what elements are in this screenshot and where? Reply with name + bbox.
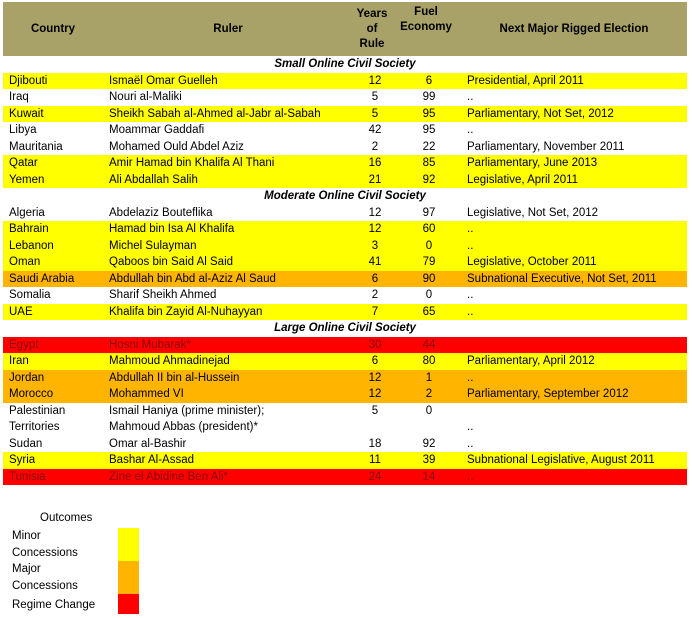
ruler-cell: Sharif Sheikh Ahmed [103, 287, 353, 304]
fuel-cell: 1 [391, 370, 461, 387]
fuel-cell: 14 [391, 469, 461, 486]
table-row [3, 139, 687, 156]
table-row [3, 122, 687, 139]
election-cell: Legislative, October 2011 [461, 254, 687, 271]
country-cell: Syria [3, 452, 103, 469]
table-row [3, 155, 687, 172]
election-value: .. [467, 421, 474, 433]
election-cell: .. [461, 304, 687, 321]
years-cell: 30 [353, 337, 391, 354]
country-cell: Algeria [3, 205, 103, 222]
years-cell: 41 [353, 254, 391, 271]
years-cell: 7 [353, 304, 391, 321]
election-cell [461, 337, 687, 354]
ruler-cell: Hamad bin Isa Al Khalifa [103, 221, 353, 238]
fuel-cell: 6 [391, 73, 461, 90]
ruler-cell: Abdullah II bin al-Hussein [103, 370, 353, 387]
country-cell: Lebanon [3, 238, 103, 255]
country-cell: Iraq [3, 89, 103, 106]
table-row [3, 304, 687, 321]
header-fuel-line1: Fuel [414, 6, 438, 18]
table-row [3, 436, 687, 453]
country-cell: Morocco [3, 386, 103, 403]
country-cell: Yemen [3, 172, 103, 189]
country-cell: Djibouti [3, 73, 103, 90]
header-next-election: Next Major Rigged Election [461, 2, 687, 56]
fuel-cell: 79 [391, 254, 461, 271]
election-cell: Parliamentary, Not Set, 2012 [461, 106, 687, 123]
table-row [3, 386, 687, 403]
ruler-line2: Mahmoud Abbas (president)* [109, 421, 258, 433]
ruler-line1: Ismail Haniya (prime minister); [109, 404, 265, 417]
header-fuel [391, 2, 461, 56]
election-cell: .. [461, 287, 687, 304]
ruler-cell: Khalifa bin Zayid Al-Nuhayyan [103, 304, 353, 321]
legend-title: Outcomes [40, 512, 93, 524]
header-years-line2: of [366, 22, 378, 35]
years-cell: 6 [353, 271, 391, 288]
legend-label-major-line2: Concessions [12, 579, 78, 592]
country-cell: Mauritania [3, 139, 103, 156]
legend-label-minor [12, 528, 78, 561]
header-row [3, 2, 687, 56]
header-years [353, 2, 391, 56]
country-line2: Territories [9, 421, 60, 433]
country-cell: UAE [3, 304, 103, 321]
table-row [3, 337, 687, 354]
legend-label-major-line1: Major [12, 563, 41, 575]
ruler-cell: Qaboos bin Said Al Said [103, 254, 353, 271]
years-cell: 42 [353, 122, 391, 139]
fuel-cell: 80 [391, 353, 461, 370]
fuel-cell: 60 [391, 221, 461, 238]
header-fuel-line2: Economy [400, 21, 452, 33]
fuel-cell: 99 [391, 89, 461, 106]
table-row [3, 238, 687, 255]
country-cell: Sudan [3, 436, 103, 453]
section-title: Large Online Civil Society [274, 322, 416, 335]
years-cell: 16 [353, 155, 391, 172]
election-cell: .. [461, 436, 687, 453]
ruler-cell: Bashar Al-Assad [103, 452, 353, 469]
fuel-cell: 85 [391, 155, 461, 172]
years-cell: 18 [353, 436, 391, 453]
ruler-cell: Abdullah bin Abd al-Aziz Al Saud [103, 271, 353, 288]
years-cell: 11 [353, 452, 391, 469]
election-cell: Legislative, Not Set, 2012 [461, 205, 687, 222]
election-cell: Parliamentary, June 2013 [461, 155, 687, 172]
years-cell: 12 [353, 370, 391, 387]
country-cell: Iran [3, 353, 103, 370]
fuel-cell: 65 [391, 304, 461, 321]
legend-swatch-minor [118, 528, 139, 561]
election-cell: Parliamentary, September 2012 [461, 386, 687, 403]
table-row [3, 287, 687, 304]
country-cell: Oman [3, 254, 103, 271]
election-cell: .. [461, 122, 687, 139]
fuel-cell: 95 [391, 122, 461, 139]
election-cell: .. [461, 370, 687, 387]
fuel-cell: 22 [391, 139, 461, 156]
section-row [3, 320, 687, 337]
table-row [3, 370, 687, 387]
country-cell: Saudi Arabia [3, 271, 103, 288]
years-cell: 2 [353, 139, 391, 156]
years-cell: 6 [353, 353, 391, 370]
header-years-line1: Years [356, 7, 388, 20]
legend-label-regime [12, 597, 95, 614]
table-row [3, 403, 687, 436]
years-cell: 5 [353, 106, 391, 123]
legend [0, 508, 160, 618]
election-cell: Parliamentary, April 2012 [461, 353, 687, 370]
header-country: Country [3, 2, 103, 56]
table-row [3, 254, 687, 271]
table-row [3, 205, 687, 222]
ruler-cell: Ismaël Omar Guelleh [103, 73, 353, 90]
fuel-cell: 90 [391, 271, 461, 288]
country-line1: Palestinian [9, 404, 66, 417]
fuel-cell: 2 [391, 386, 461, 403]
country-cell: Tunisia [3, 469, 103, 486]
fuel-cell: 92 [391, 172, 461, 189]
ruler-cell: Abdelaziz Bouteflika [103, 205, 353, 222]
election-cell: .. [461, 221, 687, 238]
ruler-cell [103, 403, 353, 436]
ruler-cell: Michel Sulayman [103, 238, 353, 255]
ruler-cell: Mahmoud Ahmadinejad [103, 353, 353, 370]
section-title: Small Online Civil Society [274, 58, 416, 71]
election-cell: .. [461, 469, 687, 486]
election-cell: .. [461, 89, 687, 106]
ruler-cell: Hosni Mubarak* [103, 337, 353, 354]
ruler-cell: Moammar Gaddafi [103, 122, 353, 139]
years-cell: 24 [353, 469, 391, 486]
years-cell: 3 [353, 238, 391, 255]
table-body [3, 56, 687, 485]
years-cell: 12 [353, 386, 391, 403]
header-ruler: Ruler [103, 2, 353, 56]
years-cell: 5 [353, 403, 391, 436]
header-years-line3: Rule [359, 37, 385, 50]
years-cell: 12 [353, 205, 391, 222]
election-cell: .. [461, 238, 687, 255]
table-row [3, 172, 687, 189]
years-cell: 2 [353, 287, 391, 304]
legend-label-regime-line1: Regime Change [12, 599, 96, 611]
country-cell: Libya [3, 122, 103, 139]
country-cell: Somalia [3, 287, 103, 304]
election-cell: Legislative, April 2011 [461, 172, 687, 189]
table-row [3, 452, 687, 469]
fuel-cell: 95 [391, 106, 461, 123]
country-cell: Bahrain [3, 221, 103, 238]
table-row [3, 106, 687, 123]
table-row [3, 353, 687, 370]
fuel-cell: 92 [391, 436, 461, 453]
years-cell: 5 [353, 89, 391, 106]
legend-label-minor-line1: Minor [12, 530, 41, 542]
fuel-cell: 39 [391, 452, 461, 469]
country-cell: Jordan [3, 370, 103, 387]
ruler-cell: Amir Hamad bin Khalifa Al Thani [103, 155, 353, 172]
ruler-cell: Mohamed Ould Abdel Aziz [103, 139, 353, 156]
election-cell [461, 403, 687, 436]
fuel-cell: 97 [391, 205, 461, 222]
country-cell: Egypt [3, 337, 103, 354]
table-row [3, 271, 687, 288]
legend-swatch-regime [118, 594, 139, 614]
election-cell: Subnational Executive, Not Set, 2011 [461, 271, 687, 288]
section-row [3, 56, 687, 73]
legend-label-minor-line2: Concessions [12, 546, 78, 559]
section-row [3, 188, 687, 205]
ruler-cell: Zine el Abidine Ben Ali* [103, 469, 353, 486]
election-cell: Parliamentary, November 2011 [461, 139, 687, 156]
table-row [3, 469, 687, 486]
ruler-cell: Ali Abdallah Salih [103, 172, 353, 189]
table-row [3, 89, 687, 106]
legend-label-major [12, 561, 78, 594]
ruler-cell: Sheikh Sabah al-Ahmed al-Jabr al-Sabah [103, 106, 353, 123]
ruler-cell: Nouri al-Maliki [103, 89, 353, 106]
fuel-cell: 0 [391, 287, 461, 304]
election-cell: Subnational Legislative, August 2011 [461, 452, 687, 469]
years-cell: 12 [353, 73, 391, 90]
country-cell: Kuwait [3, 106, 103, 123]
section-title: Moderate Online Civil Society [264, 190, 426, 203]
ruler-cell: Mohammed VI [103, 386, 353, 403]
election-cell: Presidential, April 2011 [461, 73, 687, 90]
fuel-cell: 44 [391, 337, 461, 354]
table-row [3, 73, 687, 90]
country-cell: Qatar [3, 155, 103, 172]
years-cell: 21 [353, 172, 391, 189]
legend-swatch-major [118, 561, 139, 594]
ruler-cell: Omar al-Bashir [103, 436, 353, 453]
country-cell [3, 403, 103, 436]
years-cell: 12 [353, 221, 391, 238]
rulers-table [3, 2, 687, 485]
table-row [3, 221, 687, 238]
fuel-cell: 0 [391, 403, 461, 436]
fuel-cell: 0 [391, 238, 461, 255]
